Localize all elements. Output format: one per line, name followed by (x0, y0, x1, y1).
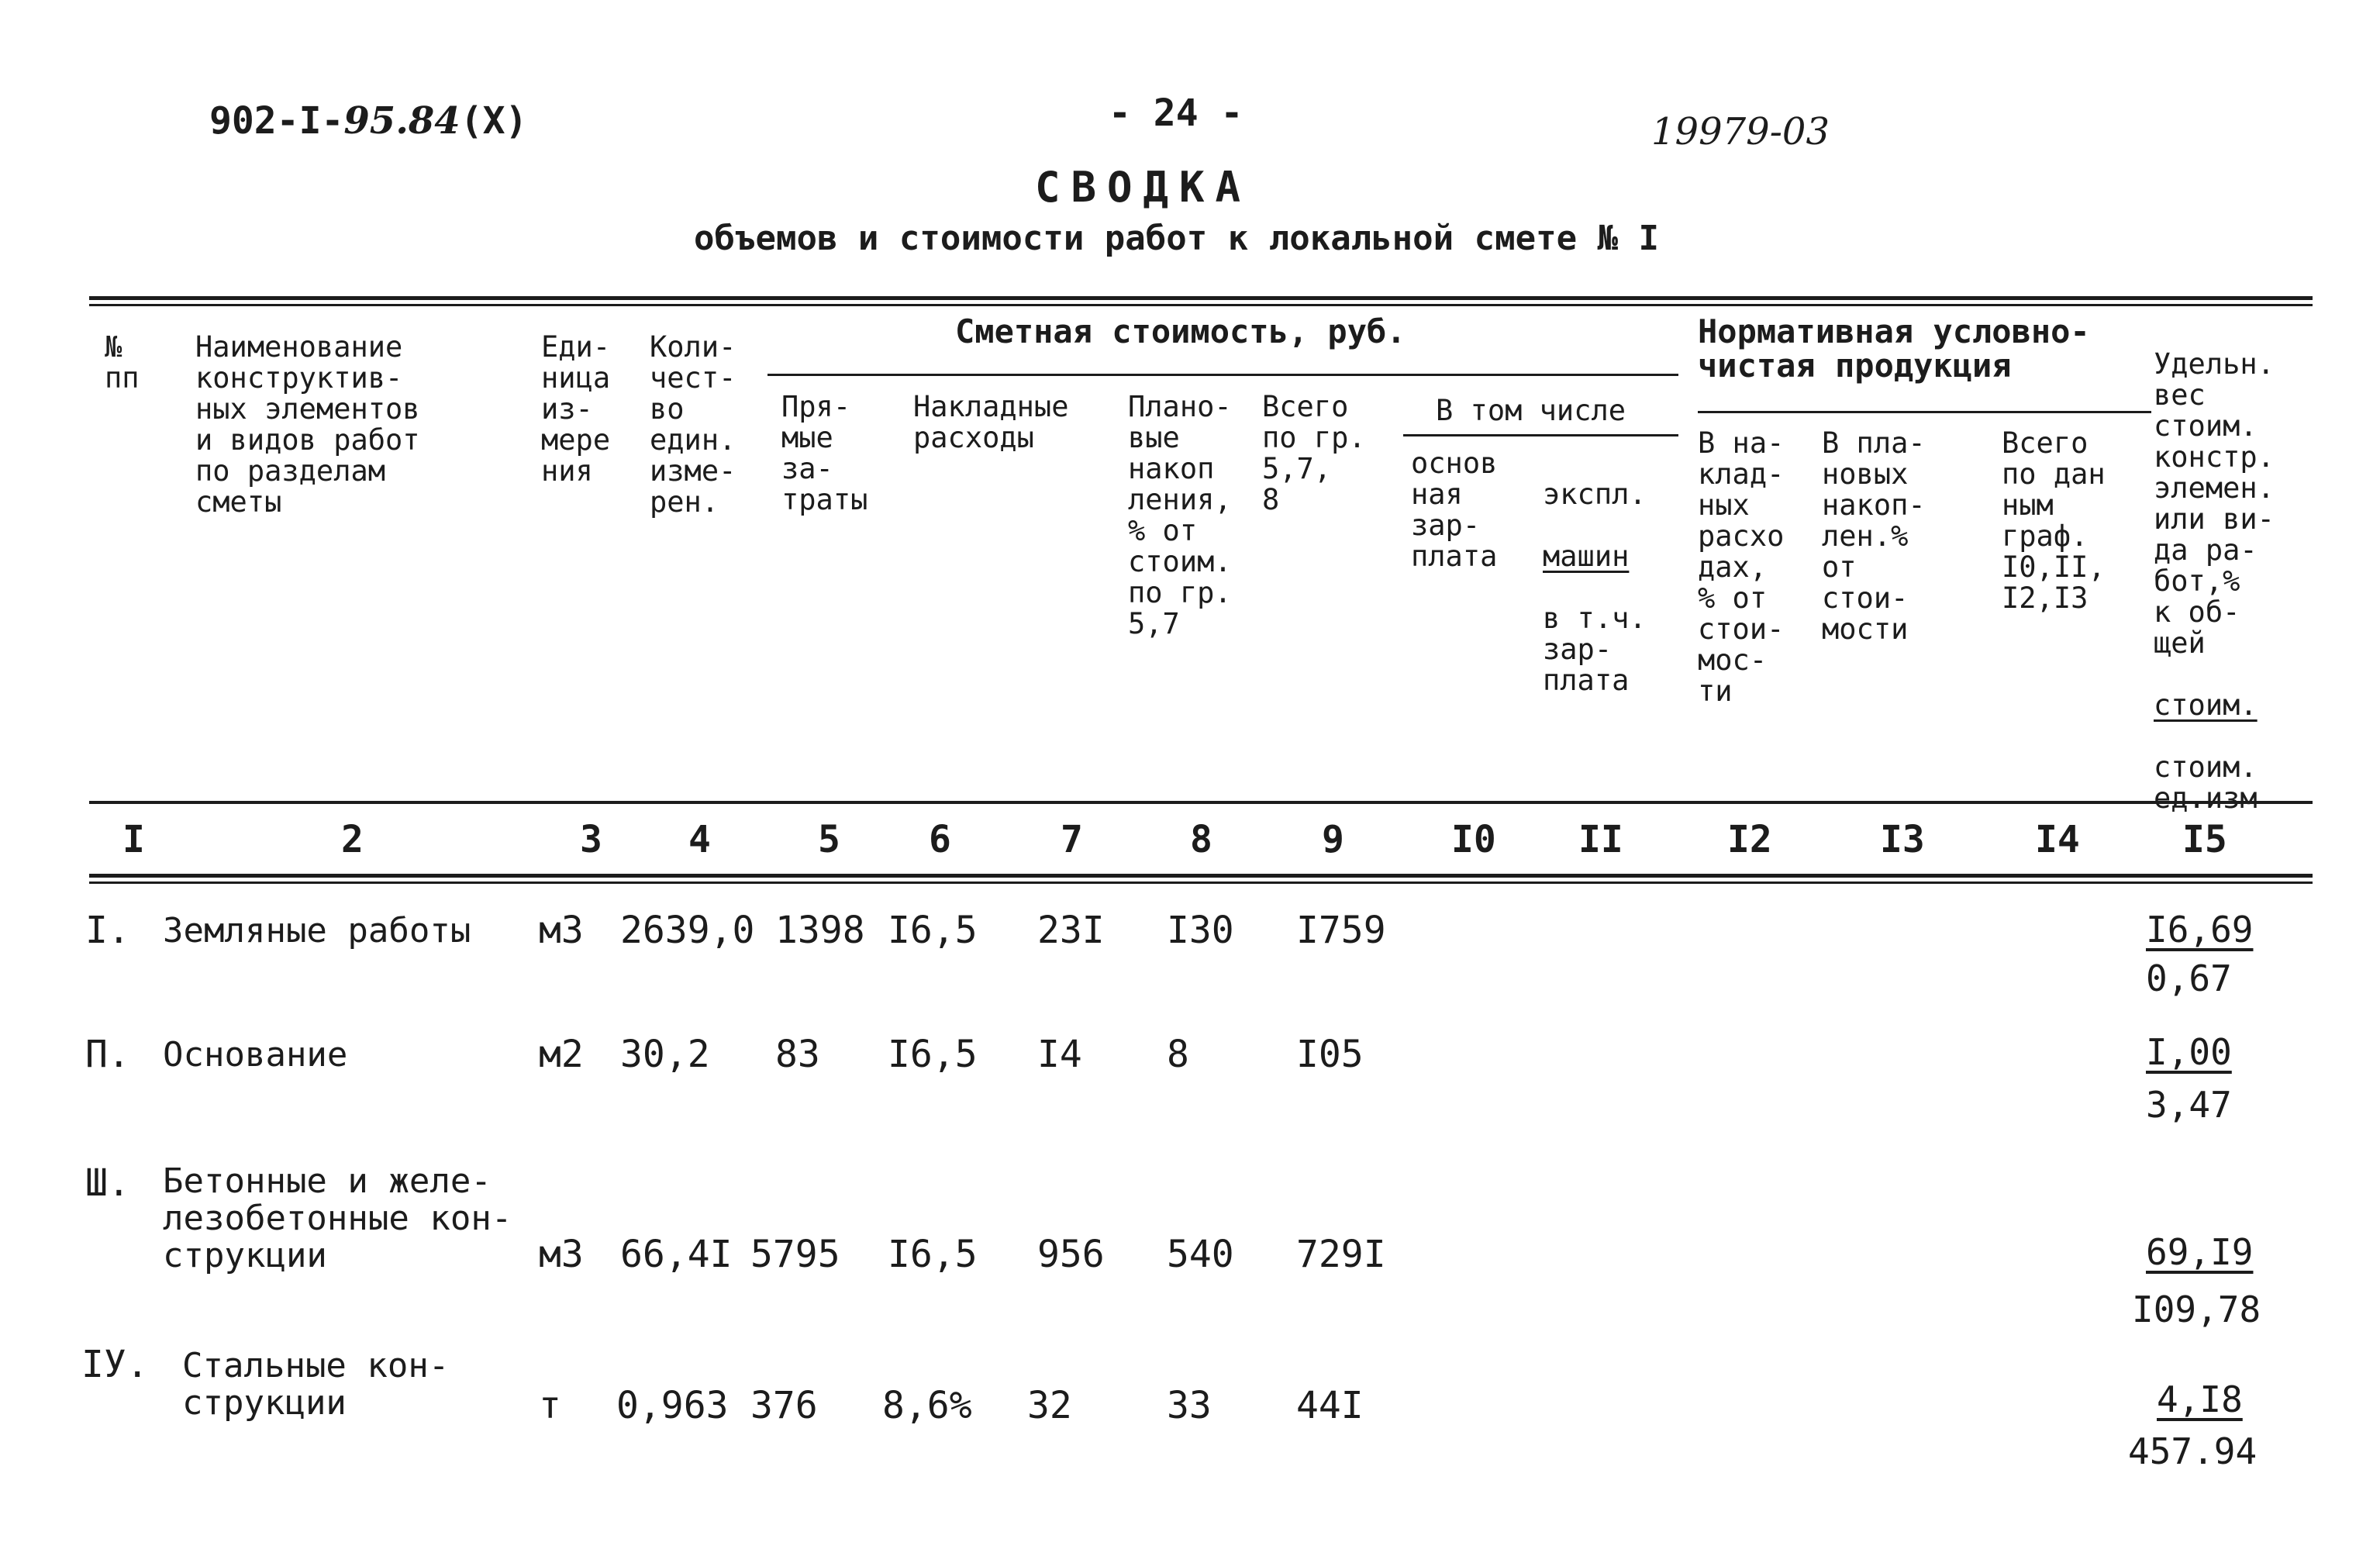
row-share-top: 69,I9 (2146, 1231, 2254, 1273)
colnum-1: I (122, 818, 145, 861)
row-share-top: I,00 (2146, 1031, 2232, 1073)
table-top-rule (89, 296, 2313, 300)
colnum-5: 5 (818, 818, 840, 861)
row-name: Стальные кон- струкции (182, 1346, 450, 1423)
row-qty: 66,4I (620, 1233, 733, 1276)
row-number: Ш. (85, 1161, 130, 1205)
header-share (2154, 318, 2275, 814)
row-planned: 8 (1167, 1033, 1189, 1076)
row-qty: 30,2 (620, 1033, 710, 1076)
header-unit: Еди- ница из- мере ния (541, 330, 611, 488)
row-share-bottom: 457.94 (2128, 1430, 2258, 1472)
table-top-rule-2 (89, 304, 2313, 306)
inventory-number: 19979-03 (1651, 110, 1830, 154)
row-share-bottom: 0,67 (2146, 957, 2232, 999)
header-bottom-rule (89, 801, 2313, 804)
colnum-9: 9 (1322, 818, 1344, 861)
colnum-11: II (1578, 818, 1623, 861)
row-name: Основание (163, 1035, 348, 1075)
row-overhead: 32 (1027, 1384, 1072, 1427)
row-share-top: I6,69 (2146, 909, 2254, 951)
norm-group-rule (1698, 411, 2151, 413)
row-share-bottom: I09,78 (2132, 1289, 2261, 1330)
row-overhead: I4 (1037, 1033, 1082, 1076)
header-incl-group: В том числе (1436, 394, 1626, 427)
row-direct: 376 (750, 1384, 818, 1427)
header-norm-total: Всего по дан ным граф. I0,II, I2,I3 (2002, 426, 2106, 615)
header-cost-group: Сметная стоимость, руб. (955, 312, 1406, 350)
row-unit: м2 (539, 1033, 584, 1076)
row-qty: 2639,0 (620, 909, 755, 952)
row-qty: 0,963 (616, 1384, 729, 1427)
row-number: П. (85, 1033, 130, 1076)
row-unit: м3 (539, 909, 584, 952)
row-overhead-pct: I6,5 (888, 1033, 978, 1076)
colnum-7: 7 (1061, 818, 1083, 861)
row-planned: 33 (1167, 1384, 1212, 1427)
header-share-top: Удельн. вес стоим. констр. элемен. или ви- да ра- бот,% к об- щей (2154, 347, 2275, 660)
row-number: I. (85, 909, 130, 952)
header-num: № пп (105, 330, 140, 395)
row-unit: м3 (539, 1233, 584, 1276)
header-overhead: Накладные расходы (913, 390, 1069, 454)
colnum-12: I2 (1727, 818, 1772, 861)
header-norm-overhead: В на- клад- ных расхо дах, % от стои- мос- ти (1698, 426, 1785, 708)
row-overhead: 956 (1037, 1233, 1105, 1276)
colnum-3: 3 (580, 818, 602, 861)
incl-group-rule (1403, 434, 1678, 436)
row-share-top: 4,I8 (2157, 1378, 2243, 1420)
row-direct: 1398 (775, 909, 865, 952)
header-qty: Коли- чест- во един. изме- рен. (650, 330, 736, 519)
row-name: Земляные работы (163, 911, 471, 951)
colnum-6: 6 (929, 818, 951, 861)
header-direct: Пря- мые за- траты (781, 390, 868, 516)
header-machines (1543, 448, 1647, 696)
header-machines-mid: машин (1543, 540, 1630, 573)
header-norm-group: Нормативная условно- чистая продукция (1698, 312, 2090, 385)
row-direct: 83 (775, 1033, 820, 1076)
row-direct: 5795 (750, 1233, 840, 1276)
colnum-8: 8 (1190, 818, 1212, 861)
header-planned: Плано- вые накоп ления, % от стоим. по гр. 5,7 (1128, 390, 1232, 640)
colnum-4: 4 (688, 818, 711, 861)
colnum-2: 2 (341, 818, 364, 861)
document-code (209, 99, 527, 143)
page-title: СВОДКА (1035, 163, 1252, 212)
document-code-suffix: (X) (460, 99, 528, 143)
row-total: 729I (1296, 1233, 1386, 1276)
cost-group-rule (767, 374, 1678, 376)
colnum-10: I0 (1451, 818, 1496, 861)
row-overhead-pct: I6,5 (888, 1233, 978, 1276)
page-subtitle: объемов и стоимости работ к локальной смете № I (694, 219, 1660, 258)
document-code-prefix: 902-I- (209, 99, 344, 143)
header-machines-top: экспл. (1543, 478, 1647, 511)
row-planned: 540 (1167, 1233, 1234, 1276)
row-share-bottom: 3,47 (2146, 1084, 2232, 1126)
colnum-14: I4 (2035, 818, 2080, 861)
row-overhead: 23I (1037, 909, 1105, 952)
header-share-frac-bot: стоим. ед.изм (2154, 750, 2258, 815)
row-overhead-pct: 8,6% (882, 1384, 972, 1427)
colnum-bottom-rule-2 (89, 882, 2313, 884)
header-share-frac-top: стоим. (2154, 688, 2258, 722)
header-base-salary: основ ная зар- плата (1411, 447, 1498, 573)
row-planned: I30 (1167, 909, 1234, 952)
header-norm-planned: В пла- новых накоп- лен.% от стои- мости (1822, 426, 1926, 646)
colnum-13: I3 (1880, 818, 1925, 861)
row-total: I05 (1296, 1033, 1364, 1076)
header-machines-rest: в т.ч. зар- плата (1543, 602, 1647, 697)
colnum-bottom-rule (89, 874, 2313, 878)
row-number: IУ. (81, 1343, 149, 1386)
colnum-15: I5 (2182, 818, 2227, 861)
header-total: Всего по гр. 5,7, 8 (1262, 390, 1366, 516)
document-code-handwritten: 95.84 (343, 99, 460, 143)
header-name: Наименование конструктив- ных элементов и видов работ по разделам сметы (195, 330, 420, 519)
row-total: 44I (1296, 1384, 1364, 1427)
row-name: Бетонные и желе- лезобетонные кон- струкции (163, 1161, 512, 1275)
row-unit: т (539, 1384, 561, 1427)
page-number: - 24 - (1109, 91, 1243, 135)
row-overhead-pct: I6,5 (888, 909, 978, 952)
row-total: I759 (1296, 909, 1386, 952)
